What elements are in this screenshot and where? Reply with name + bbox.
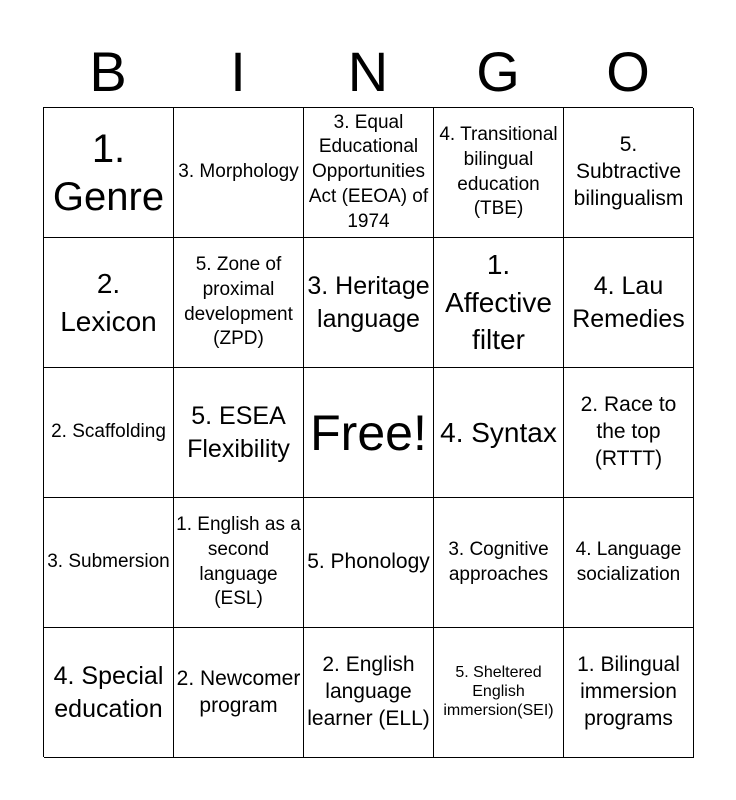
bingo-cell[interactable]	[564, 498, 694, 628]
cell-text: 2. English language learner (ELL)	[307, 653, 430, 730]
bingo-cell[interactable]	[44, 238, 174, 368]
cell-text: 1. Genre	[52, 126, 165, 219]
bingo-header	[43, 38, 693, 106]
cell-text: 1. English as a second language (ESL)	[176, 514, 301, 610]
cell-text: 5. Zone of proximal development (ZPD)	[184, 254, 293, 350]
bingo-cell[interactable]	[434, 628, 564, 758]
cell-text: 2. Lexicon	[60, 267, 157, 337]
free-space-cell[interactable]	[304, 368, 434, 498]
bingo-cell[interactable]	[564, 628, 694, 758]
bingo-cell[interactable]	[44, 108, 174, 238]
cell-text: 3. Equal Educational Opportunities Act (EEOA) of 1974	[308, 111, 429, 232]
bingo-cell[interactable]	[174, 108, 304, 238]
cell-text: 3. Morphology	[178, 161, 299, 183]
cell-text: 5. Sheltered English immersion(SEI)	[443, 664, 554, 719]
bingo-cell[interactable]	[434, 368, 564, 498]
bingo-cell[interactable]	[44, 368, 174, 498]
bingo-cell[interactable]	[174, 238, 304, 368]
cell-text: 1. Affective filter	[445, 248, 552, 356]
cell-text: 4. Special education	[53, 662, 164, 723]
bingo-cell[interactable]	[564, 368, 694, 498]
bingo-board	[43, 107, 693, 757]
bingo-cell[interactable]	[304, 108, 434, 238]
bingo-cell[interactable]	[44, 498, 174, 628]
bingo-cell[interactable]	[304, 238, 434, 368]
cell-text: 4. Language socialization	[575, 538, 682, 585]
cell-text: 2. Newcomer program	[176, 666, 301, 717]
cell-text: 3. Heritage language	[307, 272, 430, 333]
cell-text: 5. Subtractive bilingualism	[573, 133, 684, 210]
free-space-label: Free!	[310, 404, 427, 461]
cell-text: 5. Phonology	[307, 550, 430, 574]
header-letter-o: O	[606, 40, 650, 103]
cell-text: 2. Scaffolding	[51, 421, 166, 443]
cell-text: 3. Cognitive approaches	[448, 538, 549, 585]
bingo-cell[interactable]	[304, 498, 434, 628]
bingo-cell[interactable]	[434, 108, 564, 238]
header-letter-g: G	[476, 40, 520, 103]
bingo-cell[interactable]	[564, 108, 694, 238]
cell-text: 4. Lau Remedies	[572, 272, 685, 333]
cell-text: 4. Syntax	[440, 416, 557, 448]
header-letter-i: I	[230, 40, 246, 103]
header-letter-b: B	[89, 40, 127, 103]
cell-text: 2. Race to the top (RTTT)	[580, 393, 677, 470]
cell-text: 1. Bilingual immersion programs	[577, 653, 680, 730]
bingo-cell[interactable]	[434, 498, 564, 628]
bingo-cell[interactable]	[174, 498, 304, 628]
cell-text: 4. Transitional bilingual education (TBE)	[439, 124, 558, 220]
header-letter-n: N	[347, 40, 389, 103]
bingo-cell[interactable]	[304, 628, 434, 758]
cell-text: 3. Submersion	[47, 551, 170, 573]
bingo-cell[interactable]	[174, 628, 304, 758]
bingo-cell[interactable]	[44, 628, 174, 758]
bingo-cell[interactable]	[174, 368, 304, 498]
bingo-cell[interactable]	[434, 238, 564, 368]
cell-text: 5. ESEA Flexibility	[187, 402, 290, 463]
bingo-cell[interactable]	[564, 238, 694, 368]
